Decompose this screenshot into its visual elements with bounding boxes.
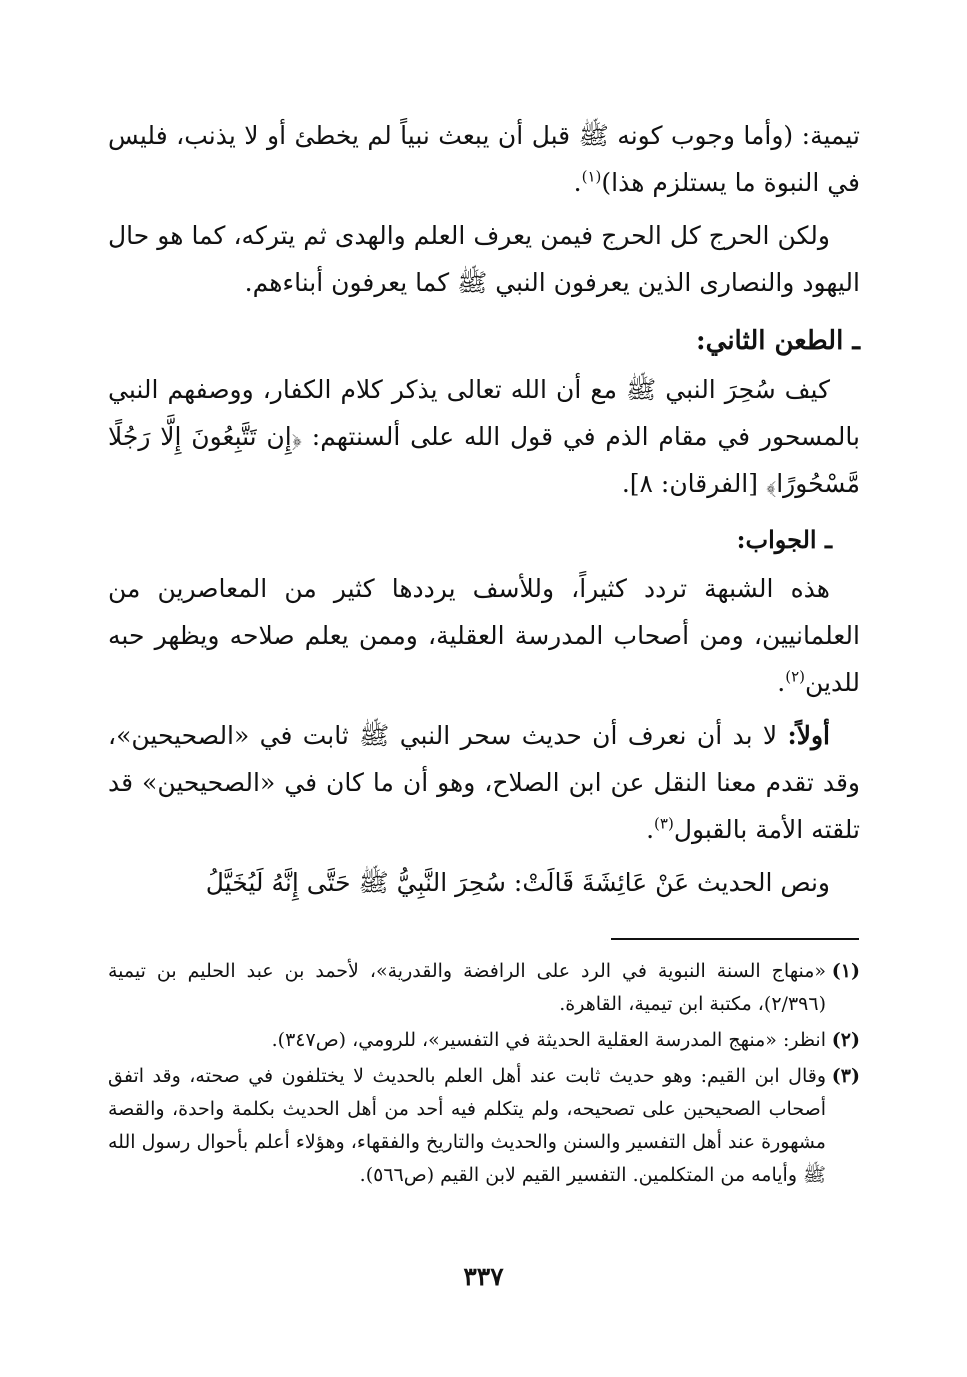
footnotes bbox=[108, 955, 860, 1195]
footnote-3-text: وقال ابن القيم: وهو حديث ثابت عند أهل العلم بالحديث لا يختلفون في صحته، وقد اتفق أصحاب الصحيحين على تصحيحه، ولم يتكلم فيه أحد من أهل الحديث بكلمة واحدة، والقصة مشهورة عند أهل التفسير والسنن والحديث والتاريخ والفقهاء، وهؤلاء أعلم بأحوال رسول الله ﷺ وأيامه من المتكلمين. التفسير القيم لابن القيم (ص٥٦٦). bbox=[108, 1065, 826, 1186]
footnote-1 bbox=[108, 955, 860, 1021]
paragraph-6: ونص الحديث عَنْ عَائِشَةَ قَالَتْ: سُحِرَ النَّبِيُّ ﷺ حَتَّى إِنَّهُ لَيُخَيَّلُ bbox=[205, 868, 830, 897]
footnote-2-number: (٢) bbox=[831, 1029, 860, 1051]
paragraph-5-end: . bbox=[646, 815, 655, 844]
footnote-3 bbox=[108, 1060, 860, 1192]
footnote-2 bbox=[108, 1024, 860, 1057]
paragraph-2: ولكن الحرج كل الحرج فيمن يعرف العلم والهدى ثم يتركه، كما هو حال اليهود والنصارى الذين يعرفون النبي ﷺ كما يعرفون أبناءهم. bbox=[108, 221, 860, 297]
footnote-1-text: «منهاج السنة النبوية في الرد على الرافضة والقدرية»، لأحمد بن عبد الحليم بن تيمية (٢/٣٩٦)، مكتبة ابن تيمية، القاهرة. bbox=[108, 960, 826, 1015]
paragraph-4-end: . bbox=[777, 668, 786, 697]
page-number: ٣٣٧ bbox=[463, 1262, 504, 1291]
footnote-ref-1[interactable]: (١) bbox=[581, 167, 602, 186]
paragraph-1-end: . bbox=[573, 168, 582, 197]
paragraph-5-text: لا بد أن نعرف أن حديث سحر النبي ﷺ ثابت في «الصحيحين»، وقد تقدم معنا النقل عن ابن الصلاح، وهو أن ما كان في «الصحيحين» قد تلقته الأمة بالقبول bbox=[108, 721, 860, 844]
paragraph-5-lead: أولاً: bbox=[787, 721, 830, 750]
page-body bbox=[108, 112, 860, 906]
paragraph-5 bbox=[108, 712, 860, 853]
section-heading-answer: ـ الجواب: bbox=[736, 525, 832, 554]
footnote-ref-2[interactable]: (٢) bbox=[785, 667, 805, 686]
paragraph-1-text: تيمية: (وأما وجوب كونه ﷺ قبل أن يبعث نبياً لم يخطئ أو لا يذنب، فليس في النبوة ما يستلزم هذا) bbox=[108, 121, 860, 197]
footnote-1-number: (١) bbox=[831, 960, 860, 982]
footnote-ref-3[interactable]: (٣) bbox=[654, 814, 674, 833]
section-heading-second-objection: ـ الطعن الثاني: bbox=[696, 326, 860, 356]
paragraph-4-text: هذه الشبهة تردد كثيراً، وللأسف يرددها كثير من المعاصرين من العلمانيين، ومن أصحاب المدرسة العقلية، وممن يعلم صلاحه ويظهر حبه للدين bbox=[108, 574, 860, 697]
paragraph-1 bbox=[108, 112, 860, 206]
paragraph-3: كيف سُحِرَ النبي ﷺ مع أن الله تعالى يذكر كلام الكفار، ووصفهم النبي بالمسحور في مقام الذم في قول الله على ألسنتهم: ﴿إِن تَتَّبِعُونَ إِلَّا رَجُلًا مَّسْحُورًا﴾ [الفرقان: ٨]. bbox=[108, 375, 860, 498]
footnote-divider bbox=[611, 938, 859, 940]
footnote-2-text: انظر: «منهج المدرسة العقلية الحديثة في التفسير»، للرومي، (ص٣٤٧). bbox=[271, 1029, 826, 1051]
paragraph-4 bbox=[108, 565, 860, 706]
footnote-3-number: (٣) bbox=[831, 1065, 860, 1087]
